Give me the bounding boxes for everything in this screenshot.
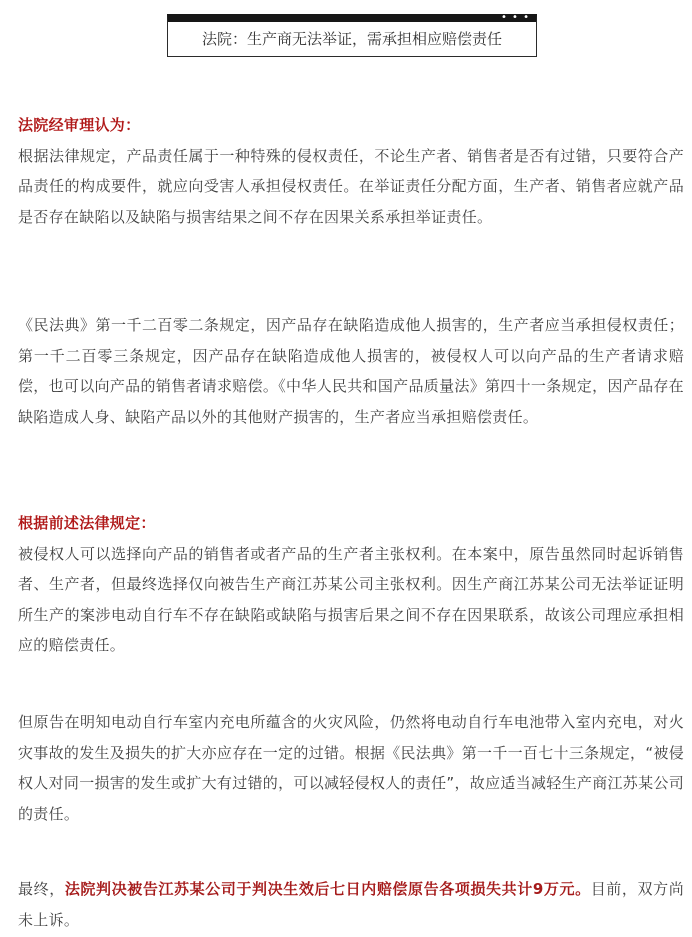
final-paragraph [18, 874, 684, 935]
more-dots-icon: • • • [500, 12, 530, 23]
final-suffix: 目前，双方尚未上诉。 [18, 880, 684, 929]
section-court-view [18, 110, 684, 232]
section-per-law [18, 508, 684, 661]
paragraph: 根据法律规定，产品责任属于一种特殊的侵权责任，不论生产者、销售者是否有过错，只要符合产品责任的构成要件，就应向受害人承担侵权责任。在举证责任分配方面，生产者、销售者应就产品是否存在缺陷以及缺陷与损害结果之间不存在因果关系承担举证责任。 [18, 146, 684, 226]
paragraph: 但原告在明知电动自行车室内充电所蕴含的火灾风险，仍然将电动自行车电池带入室内充电，对火灾事故的发生及损失的扩大亦应存在一定的过错。根据《民法典》第一千一百七十三条规定，“被侵权人对同一损害的发生或扩大有过错的，可以减轻侵权人的责任”，故应适当减轻生产商江苏某公司的责任。 [18, 713, 684, 823]
section-plaintiff-fault [18, 707, 684, 829]
section-final [18, 874, 684, 935]
final-prefix: 最终， [18, 880, 65, 898]
paragraph: 《民法典》第一千二百零二条规定，因产品存在缺陷造成他人损害的，生产者应当承担侵权责任；第一千二百零三条规定，因产品存在缺陷造成他人损害的，被侵权人可以向产品的生产者请求赔偿，也可以向产品的销售者请求赔偿。《中华人民共和国产品质量法》第四十一条规定，因产品存在缺陷造成人身、缺陷产品以外的其他财产损害的，生产者应当承担赔偿责任。 [18, 316, 684, 426]
verdict-text: 法院判决被告江苏某公司于判决生效后七日内赔偿原告各项损失共计9万元。 [64, 880, 591, 898]
section-heading: 根据前述法律规定： [18, 514, 156, 532]
article-title: 法院：生产商无法举证，需承担相应赔偿责任 [201, 30, 502, 48]
title-box [167, 14, 537, 57]
section-civil-code [18, 310, 684, 432]
section-heading: 法院经审理认为： [18, 116, 141, 134]
paragraph: 被侵权人可以选择向产品的销售者或者产品的生产者主张权利。在本案中，原告虽然同时起诉销售者、生产者，但最终选择仅向被告生产商江苏某公司主张权利。因生产商江苏某公司无法举证证明所生产的案涉电动自行车不存在缺陷或缺陷与损害后果之间不存在因果联系，故该公司理应承担相应的赔偿责任。 [18, 544, 684, 654]
